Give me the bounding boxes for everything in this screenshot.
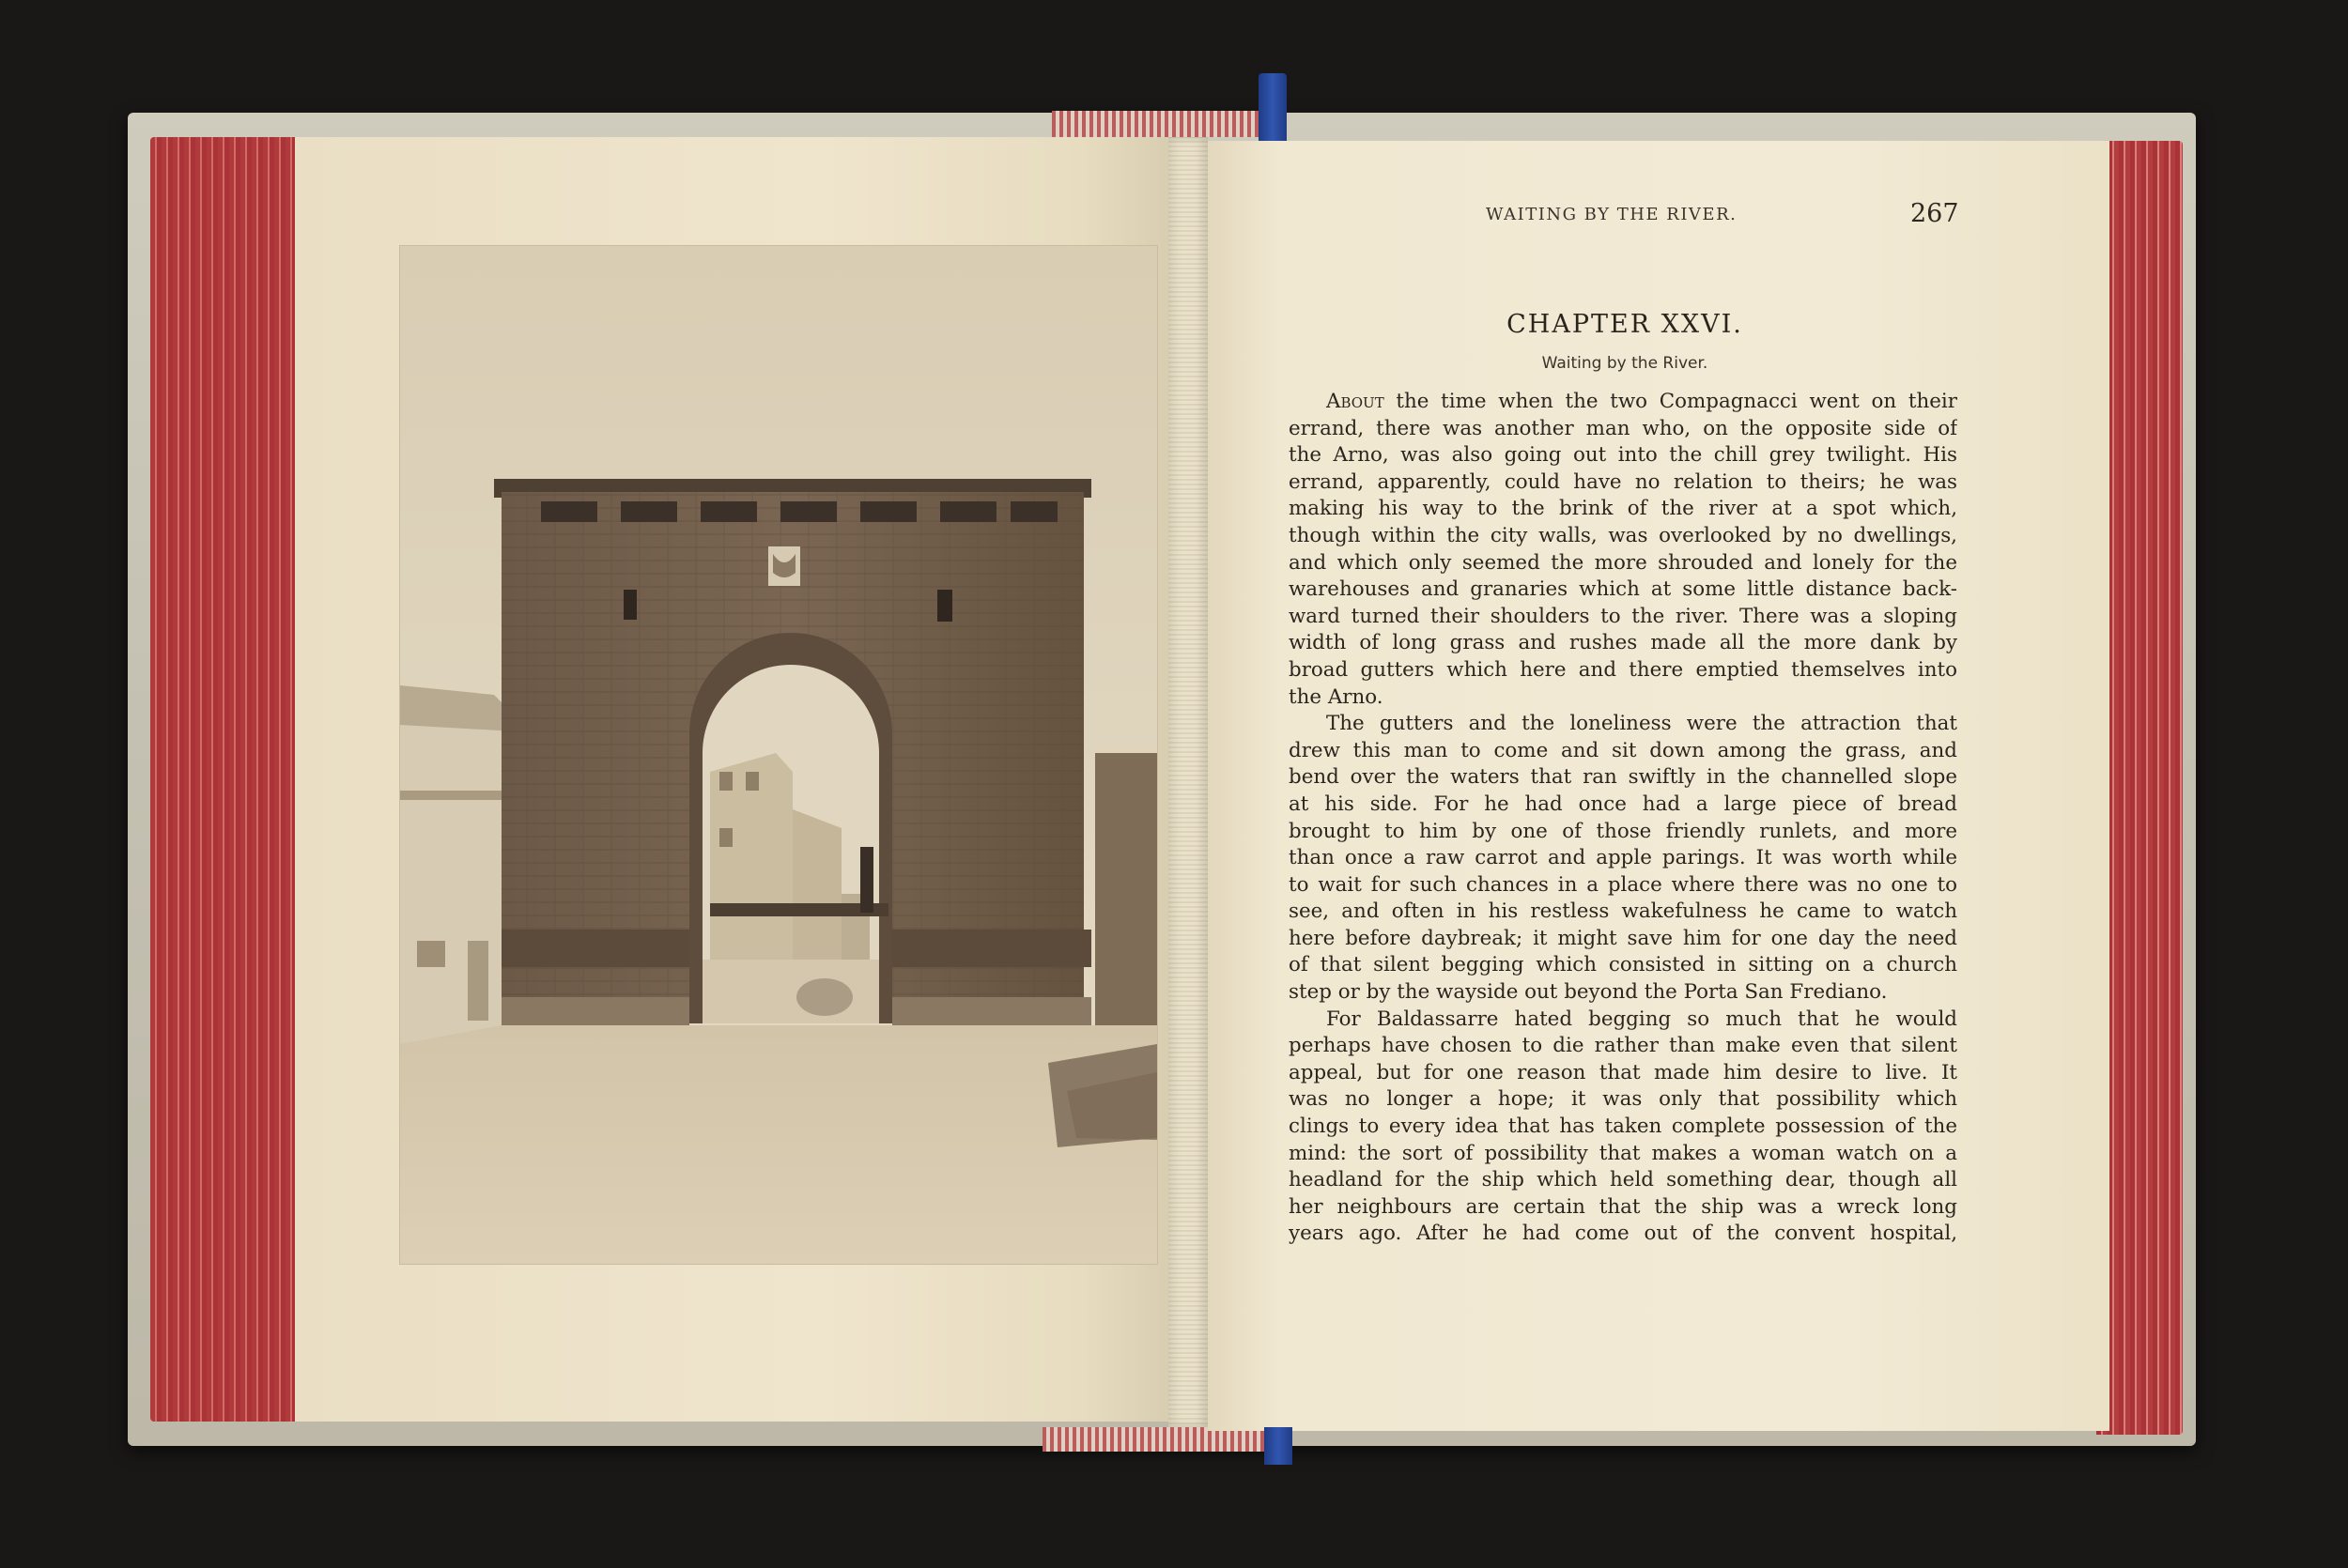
gate-photo-illustration <box>400 246 1157 1264</box>
text-line: The gutters and the loneliness were the attraction that <box>1326 712 1957 736</box>
text-line: errand, there was another man who, on the opposite side of <box>1289 416 1957 440</box>
text-line: of that silent begging which consisted in sitting on a church <box>1289 953 1957 977</box>
text-line: errand, apparently, could have no relation to theirs; he was <box>1289 469 1957 494</box>
text-line: to wait for such chances in a place where there was no one to <box>1289 872 1957 897</box>
text-line: ward turned their shoulders to the river. There was a sloping <box>1289 604 1957 628</box>
chapter-body-text <box>1289 389 1957 1248</box>
page-number: 267 <box>1910 199 1959 228</box>
chapter-title: CHAPTER XXVI. <box>1506 310 1743 339</box>
text-line: About the time when the two Compagnacci went on their <box>1326 390 1957 413</box>
bookmark-ribbon-bottom[interactable] <box>1264 1427 1292 1465</box>
text-line: drew this man to come and sit down among the grass, and <box>1289 738 1957 762</box>
book-gutter <box>1168 137 1208 1427</box>
head-band <box>1052 111 1277 137</box>
text-line: appeal, but for one reason that made him desire to live. It <box>1289 1060 1957 1084</box>
bookmark-ribbon-top[interactable] <box>1259 73 1287 141</box>
text-line: though within the city walls, was overlooked by no dwellings, <box>1289 523 1957 547</box>
text-line: broad gutters which here and there emptied themselves into <box>1289 657 1957 682</box>
text-line: brought to him by one of those friendly runlets, and more <box>1289 819 1957 843</box>
text-line: see, and often in his restless wakefulness he came to watch <box>1289 899 1957 924</box>
text-line: headland for the ship which held something dear, though all <box>1289 1168 1957 1192</box>
running-head: WAITING BY THE RIVER. <box>1486 205 1738 224</box>
opening-word: About <box>1326 390 1384 413</box>
text-line: mind: the sort of possibility that makes a woman watch on a <box>1289 1141 1957 1165</box>
text-line: making his way to the brink of the river at a spot which, <box>1289 497 1957 521</box>
left-page-edges <box>150 137 301 1422</box>
text-line: was no longer a hope; it was only that possibility which <box>1289 1087 1957 1112</box>
text-line: than once a raw carrot and apple parings. It was worth while <box>1289 846 1957 870</box>
text-line: warehouses and granaries which at some little distance back- <box>1289 577 1957 602</box>
text-line: the Arno, was also going out into the chill grey twilight. His <box>1289 443 1957 468</box>
text-line: step or by the wayside out beyond the Porta San Frediano. <box>1289 980 1888 1005</box>
text-line: perhaps have chosen to die rather than make even that silent <box>1289 1034 1957 1058</box>
text-line: For Baldassarre hated begging so much that he would <box>1326 1007 1957 1031</box>
text-line: at his side. For he had once had a large piece of bread <box>1289 792 1957 816</box>
chapter-subtitle: Waiting by the River. <box>1541 354 1708 373</box>
text-line: her neighbours are certain that the ship was a wreck long <box>1289 1194 1957 1219</box>
text-line: clings to every idea that has taken complete possession of the <box>1289 1115 1957 1139</box>
text-line: and which only seemed the more shrouded and lonely for the <box>1289 550 1957 575</box>
text-line: width of long grass and rushes made all the more dank by <box>1289 631 1957 655</box>
photograph-porta-gate <box>400 246 1157 1264</box>
text-line: years ago. After he had come out of the convent hospital, <box>1289 1222 1957 1246</box>
text-line: bend over the waters that ran swiftly in the channelled slope <box>1289 765 1957 790</box>
text-line: the Arno. <box>1289 684 1383 709</box>
text-line: here before daybreak; it might save him for one day the need <box>1289 926 1957 950</box>
